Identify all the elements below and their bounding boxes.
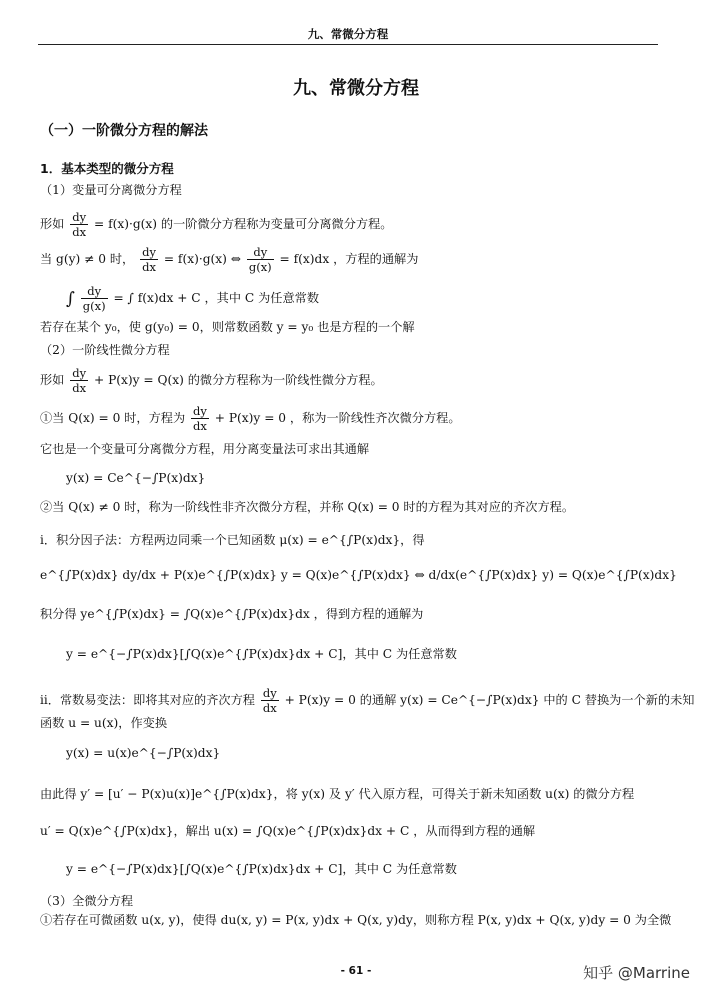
text-xingru: 形如	[40, 217, 65, 231]
exact-equation-definition: ①若存在可微函数 u(x, y)，使得 du(x, y) = P(x, y)dx + Q(x, y)dy，则称方程 P(x, y)dx + Q(x, y)dy = 0 为全微	[40, 913, 672, 927]
watermark: 知乎 @Marrine	[583, 964, 690, 982]
text-equivalence: = f(x)·g(x) ⇔	[163, 252, 241, 266]
nonhomogeneous-case: ②当 Q(x) ≠ 0 时，称为一阶线性非齐次微分方程，并称 Q(x) = 0 时的方程为其对应的齐次方程。	[40, 500, 575, 514]
text-integral-result: = ∫ f(x)dx + C ，其中 C 为任意常数	[113, 291, 320, 305]
integral-sign: ∫	[66, 289, 75, 309]
derivative-step: 由此得 y′ = [u′ − P(x)u(x)]e^{∫P(x)dx}，将 y(x) 及 y′ 代入原方程，可得关于新未知函数 u(x) 的微分方程	[40, 787, 635, 801]
fraction-dydx	[261, 686, 279, 715]
integrating-factor-method: i．积分因子法：方程两边同乘一个已知函数 μ(x) = e^{∫P(x)dx}，得	[40, 533, 425, 547]
fraction-den: g(x)	[248, 260, 272, 274]
fraction-dydx	[70, 210, 88, 239]
fraction-den: dx	[72, 225, 87, 239]
integration-step: 积分得 ye^{∫P(x)dx} = ∫Q(x)e^{∫P(x)dx}dx ，得到方程的通解为	[40, 607, 424, 621]
fraction-num: dy	[193, 404, 207, 418]
section-heading: （一）一阶微分方程的解法	[40, 123, 208, 139]
fraction-den: dx	[142, 260, 156, 274]
text-case1-desc: + P(x)y = 0 ，称为一阶线性齐次微分方程。	[214, 411, 461, 425]
fraction-den: dx	[193, 419, 207, 433]
fraction-dy-gy	[247, 245, 274, 274]
linear-definition	[40, 366, 383, 395]
separable-note: 它也是一个变量可分离微分方程，用分离变量法可求出其通解	[40, 442, 370, 456]
fraction-num: dy	[72, 210, 87, 224]
text-method: ii．常数易变法：即将其对应的齐次方程	[40, 693, 255, 707]
fraction-den: dx	[262, 701, 277, 715]
text-method-desc: + P(x)y = 0 的通解 y(x) = Ce^{−∫P(x)dx} 中的 C 替换为一个新的未知	[284, 693, 695, 707]
fraction-den: g(x)	[82, 299, 106, 313]
homogeneous-case	[40, 404, 461, 433]
fraction-dydx	[191, 404, 209, 433]
text-definition: = f(x)·g(x) 的一阶微分方程称为变量可分离微分方程。	[93, 217, 393, 231]
fraction-dy-gy	[81, 284, 108, 313]
text-condition: 当 g(y) ≠ 0 时，	[40, 252, 135, 266]
text-definition: + P(x)y = Q(x) 的微分方程称为一阶线性微分方程。	[93, 373, 383, 387]
fraction-den: dx	[72, 381, 87, 395]
general-solution-1: y = e^{−∫P(x)dx}[∫Q(x)e^{∫P(x)dx}dx + C]，其中 C 为任意常数	[66, 647, 457, 661]
integrating-factor-equation: e^{∫P(x)dx} dy/dx + P(x)e^{∫P(x)dx} y = Q(x)e^{∫P(x)dx} ⇔ d/dx(e^{∫P(x)dx} y) = Q(x)e^{∫P(x)dx}	[40, 568, 677, 582]
fraction-num: dy	[72, 366, 87, 380]
separable-condition	[40, 245, 418, 274]
item-heading-exact: （3）全微分方程	[40, 894, 134, 908]
fraction-num: dy	[262, 686, 277, 700]
text-xingru: 形如	[40, 373, 65, 387]
fraction-num: dy	[81, 284, 108, 299]
fraction-num: dy	[142, 245, 156, 259]
substitution-formula: y(x) = u(x)e^{−∫P(x)dx}	[66, 746, 221, 760]
text-general-solution: = f(x)dx ，方程的通解为	[279, 252, 419, 266]
fraction-dydx	[70, 366, 88, 395]
general-solution-2: y = e^{−∫P(x)dx}[∫Q(x)e^{∫P(x)dx}dx + C]，其中 C 为任意常数	[66, 862, 457, 876]
fraction-num: dy	[247, 245, 274, 260]
item-heading-linear: （2）一阶线性微分方程	[40, 343, 170, 357]
homogeneous-solution: y(x) = Ce^{−∫P(x)dx}	[66, 471, 206, 485]
substitution-note: 函数 u = u(x)，作变换	[40, 716, 168, 730]
separable-definition	[40, 210, 392, 239]
separable-integral	[66, 284, 319, 313]
u-equation: u′ = Q(x)e^{∫P(x)dx}，解出 u(x) = ∫Q(x)e^{∫P(x)dx}dx + C ，从而得到方程的通解	[40, 824, 536, 838]
constant-solution-note: 若存在某个 y₀，使 g(y₀) = 0，则常数函数 y = y₀ 也是方程的一个解	[40, 320, 415, 334]
variation-of-constants	[40, 686, 695, 715]
fraction-dydx	[140, 245, 158, 274]
item-heading-separable: （1）变量可分离微分方程	[40, 183, 182, 197]
running-header: 九、常微分方程	[38, 24, 658, 45]
page-title: 九、常微分方程	[293, 78, 419, 99]
page-number: - 61 -	[340, 965, 372, 977]
text-case1: ①当 Q(x) = 0 时，方程为	[40, 411, 186, 425]
subsection-heading: 1．基本类型的微分方程	[40, 161, 174, 176]
